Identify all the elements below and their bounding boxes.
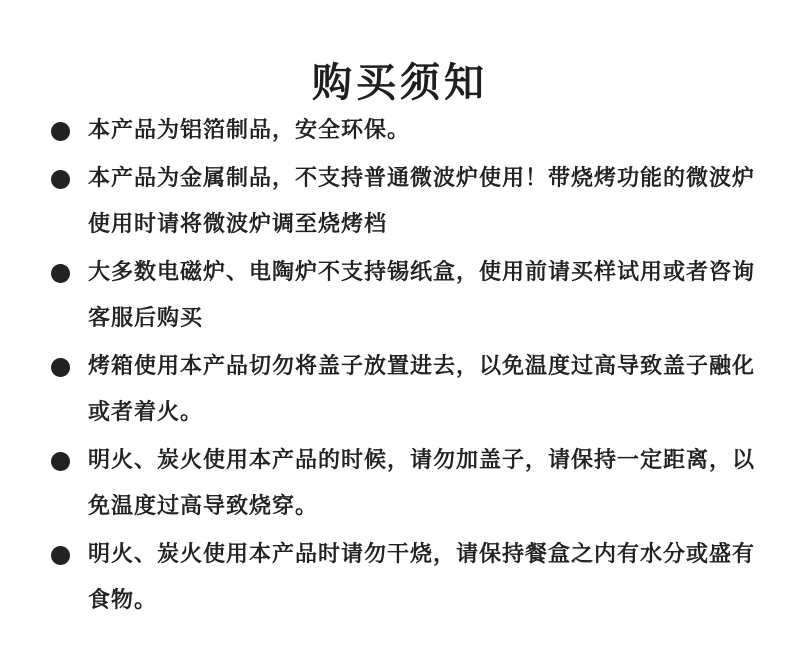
notice-list [0,108,800,624]
notice-item [0,532,800,624]
bullet-icon [51,452,70,471]
notice-item-text: 明火、炭火使用本产品的时候，请勿加盖子，请保持一定距离，以免温度过高导致烧穿。 [88,448,756,519]
notice-item-text: 本产品为金属制品，不支持普通微波炉使用！带烧烤功能的微波炉使用时请将微波炉调至烧烤档 [88,166,756,237]
page-title: 购买须知 [312,59,488,106]
bullet-icon [51,358,70,377]
notice-item [0,344,800,436]
notice-item-text: 明火、炭火使用本产品时请勿干烧，请保持餐盒之内有水分或盛有食物。 [88,542,756,613]
bullet-icon [51,264,70,283]
notice-item-text: 本产品为铝箔制品，安全环保。 [88,118,411,143]
notice-item [0,108,800,154]
bullet-icon [51,122,70,141]
notice-item [0,438,800,530]
notice-item-text: 烤箱使用本产品切勿将盖子放置进去，以免温度过高导致盖子融化或者着火。 [88,354,756,425]
bullet-icon [51,170,70,189]
bullet-icon [51,546,70,565]
notice-item [0,156,800,248]
notice-item [0,250,800,342]
notice-item-text: 大多数电磁炉、电陶炉不支持锡纸盒，使用前请买样试用或者咨询客服后购买 [88,260,756,331]
